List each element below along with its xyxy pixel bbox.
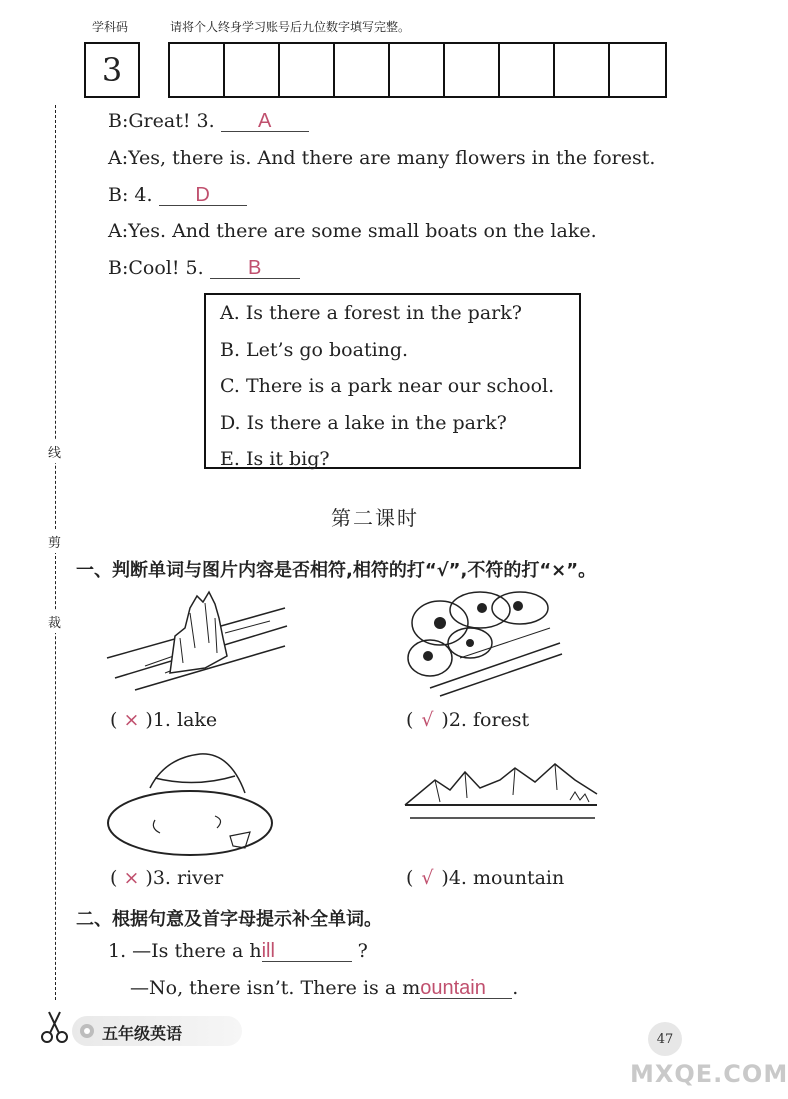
digit-box[interactable] [610, 44, 665, 96]
lake-icon [105, 748, 285, 863]
fill-blank-mountain[interactable]: ountain [420, 978, 512, 999]
option-b: B. Let’s go boating. [220, 338, 409, 361]
section1-heading: 一、判断单词与图片内容是否相符,相符的打“√”,不符的打“×”。 [76, 560, 597, 581]
account-instruction: 请将个人终身学习账号后九位数字填写完整。 [170, 20, 411, 34]
item-label: 4. mountain [448, 867, 565, 889]
dialogue-text: B: 4. [108, 184, 153, 206]
dialogue-text: B:Great! 3. [108, 110, 215, 132]
mountain-icon [405, 750, 600, 825]
digit-box[interactable] [555, 44, 610, 96]
option-a: A. Is there a forest in the park? [220, 302, 522, 324]
option-e: E. Is it big? [220, 448, 330, 470]
dialogue-line-5 [108, 257, 300, 279]
lesson-title: 第二课时 [331, 506, 419, 530]
dialogue-line-3 [108, 110, 309, 132]
answer-mark-4[interactable]: √ [421, 867, 434, 889]
fill-blank-hill[interactable]: ill [262, 941, 352, 962]
dialogue-text: B:Cool! 5. [108, 257, 204, 279]
answer-mark-3[interactable]: × [123, 867, 140, 889]
section2-heading: 二、根据句意及首字母提示补全单词。 [76, 909, 382, 930]
flower-bullet-icon [78, 1022, 96, 1040]
options-box [204, 293, 581, 469]
digit-box[interactable] [280, 44, 335, 96]
answer-mark-1[interactable]: × [123, 709, 140, 731]
item-label: 3. river [152, 867, 224, 889]
scissors-icon [40, 1010, 70, 1044]
subject-code-box: 3 [84, 42, 140, 98]
judge-item-1: ( × )1. lake [110, 709, 218, 731]
option-c: C. There is a park near our school. [220, 375, 555, 397]
judge-item-2: ( √ )2. forest [406, 709, 530, 731]
question-text: —No, there isn’t. There is a m [130, 977, 421, 999]
answer-blank-5[interactable]: B [210, 258, 300, 279]
answer-mark-2[interactable]: √ [421, 709, 434, 731]
q1-line-a [108, 940, 368, 962]
question-text: 1. —Is there a h [108, 940, 262, 962]
book-title: 五年级英语 [102, 1024, 183, 1043]
forest-icon [400, 588, 565, 698]
digit-box[interactable] [390, 44, 445, 96]
dialogue-line-4 [108, 184, 247, 206]
margin-char-line: 线 [48, 440, 61, 463]
answer-blank-4[interactable]: D [159, 185, 247, 206]
account-digit-boxes[interactable] [168, 42, 667, 98]
item-label: 2. forest [448, 709, 530, 731]
dialogue-line-a1: A:Yes, there is. And there are many flowers in the forest. [108, 147, 656, 169]
margin-char-trim: 裁 [48, 610, 61, 633]
digit-box[interactable] [500, 44, 555, 96]
rock-in-river-icon [105, 588, 290, 698]
q1-line-b [130, 977, 518, 999]
subject-code-label: 学科码 [92, 20, 129, 34]
watermark: MXQE.COM [630, 1060, 788, 1088]
option-d: D. Is there a lake in the park? [220, 411, 507, 434]
answer-blank-3[interactable]: A [221, 111, 309, 132]
judge-item-3: ( × )3. river [110, 867, 224, 889]
digit-box[interactable] [170, 44, 225, 96]
digit-box[interactable] [335, 44, 390, 96]
item-label: 1. lake [152, 709, 218, 731]
question-punct: ? [357, 940, 368, 962]
judge-item-4: ( √ )4. mountain [406, 867, 565, 889]
digit-box[interactable] [225, 44, 280, 96]
margin-char-cut: 剪 [48, 530, 61, 553]
question-punct: . [512, 977, 519, 999]
digit-box[interactable] [445, 44, 500, 96]
dialogue-line-a2: A:Yes. And there are some small boats on the lake. [108, 220, 597, 242]
page-number: 47 [648, 1022, 682, 1056]
